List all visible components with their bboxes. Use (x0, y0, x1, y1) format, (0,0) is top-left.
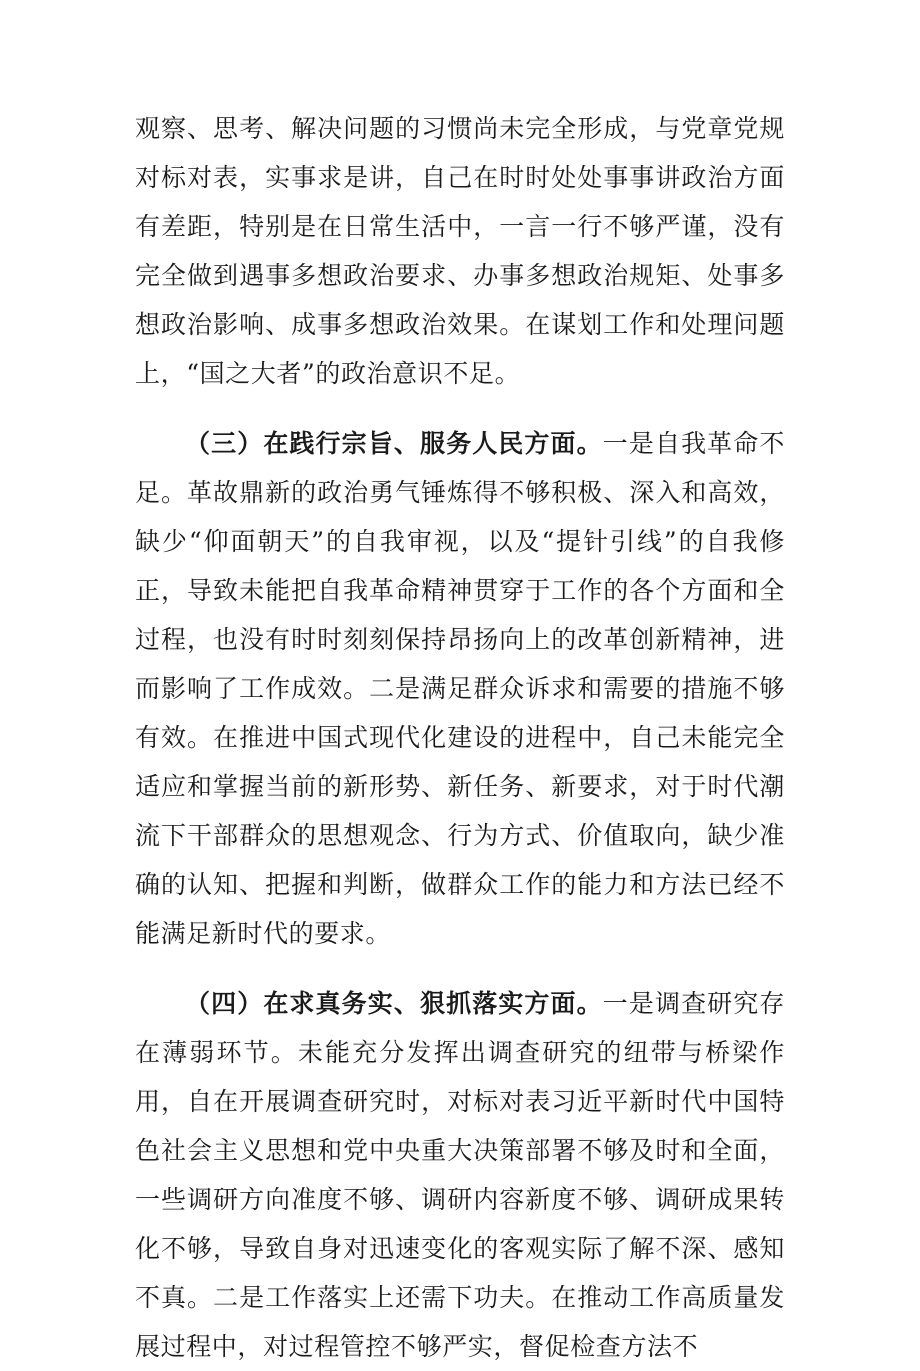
paragraph-text: 一是自我革命不足。革故鼎新的政治勇气锤炼得不够积极、深入和高效，缺少“仰面朝天”的自我审视，以及“提针引线”的自我修正，导致未能把自我革命精神贯穿于工作的各个方面和全过程，也没有时时刻刻保持昂扬向上的改革创新精神，进而影响了工作成效。二是满足群众诉求和需要的措施不够有效。在推进中国式现代化建设的进程中，自己未能完全适应和掌握当前的新形势、新任务、新要求，对于时代潮流下干部群众的思想观念、行为方式、价值取向，缺少准确的认知、把握和判断，做群众工作的能力和方法已经不能满足新时代的要求。 (135, 429, 786, 948)
paragraph-text: 观察、思考、解决问题的习惯尚未完全形成，与党章党规对标对表，实事求是讲，自己在时时处处事事讲政治方面有差距，特别是在日常生活中，一言一行不够严谨，没有完全做到遇事多想政治要求、办事多想政治规矩、处事多想政治影响、成事多想政治效果。在谋划工作和处理问题上，“国之大者”的政治意识不足。 (135, 114, 785, 388)
document-body (135, 104, 785, 1371)
paragraph-section-three (135, 419, 785, 958)
section-heading-four: （四）在求真务实、狠抓落实方面。 (185, 989, 603, 1018)
paragraph-text: 一是调查研究存在薄弱环节。未能充分发挥出调查研究的纽带与桥梁作用，自在开展调查研究时，对标对表习近平新时代中国特色社会主义思想和党中央重大决策部署不够及时和全面，一些调研方向准度不够、调研内容新度不够、调研成果转化不够，导致自身对迅速变化的客观实际了解不深、感知不真。二是工作落实上还需下功夫。在推动工作高质量发展过程中，对过程管控不够严实，督促检查方法不 (135, 989, 786, 1361)
paragraph-section-four (135, 979, 785, 1371)
paragraph-continuation (135, 104, 785, 398)
section-heading-three: （三）在践行宗旨、服务人民方面。 (185, 429, 603, 458)
